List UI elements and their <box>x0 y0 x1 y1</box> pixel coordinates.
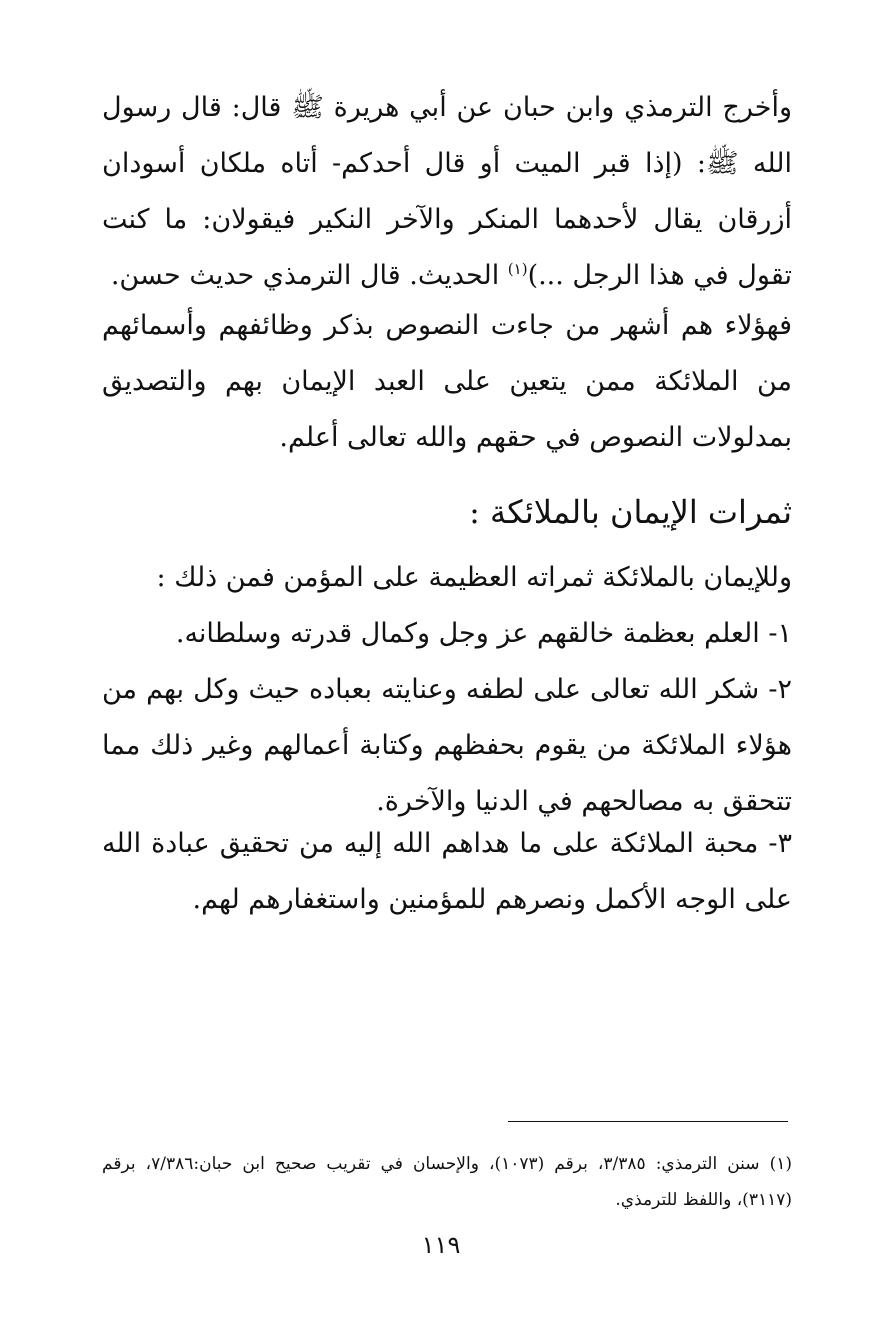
footnote-separator <box>508 1121 788 1122</box>
page-number: ١١٩ <box>421 1231 461 1259</box>
section-heading: ثمرات الإيمان بالملائكة : <box>469 493 792 531</box>
paragraph-hadith-tail: الحديث. قال الترمذي حديث حسن. <box>110 260 508 291</box>
list-item-2: ٢- شكر الله تعالى على لطفه وعنايته بعباده حيث وكل بهم من هؤلاء الملائكة من يقوم بحفظهم وكتابة أعمالهم وغير ذلك مما تتحقق به مصالحهم في الدنيا والآخرة. <box>102 674 792 817</box>
footnote-marker[interactable]: (١) <box>507 260 528 278</box>
section-intro: وللإيمان بالملائكة ثمراته العظيمة على المؤمن فمن ذلك : <box>156 562 792 593</box>
paragraph-summary: فهؤلاء هم أشهر من جاءت النصوص بذكر وظائفهم وأسمائهم من الملائكة ممن يتعين على العبد الإيمان بهم والتصديق بمدلولات النصوص في حقهم والله تعالى أعلم. <box>102 310 792 453</box>
list-item-3: ٣- محبة الملائكة على ما هداهم الله إليه من تحقيق عبادة الله على الوجه الأكمل ونصرهم للمؤمنين واستغفارهم لهم. <box>102 828 792 915</box>
list-item-1: ١- العلم بعظمة خالقهم عز وجل وكمال قدرته وسلطانه. <box>175 618 792 649</box>
paragraph-hadith <box>102 80 792 304</box>
footnote-1: (١) سنن الترمذي: ٣/٣٨٥، برقم (١٠٧٣)، والإحسان في تقريب صحيح ابن حبان:٧/٣٨٦، برقم (٣١١٧)، واللفظ للترمذي. <box>102 1154 792 1210</box>
paragraph-hadith-text: وأخرج الترمذي وابن حبان عن أبي هريرة ﷺ قال: قال رسول الله ﷺ: (إذا قبر الميت أو قال أحدكم- أتاه ملكان أسودان أزرقان يقال لأحدهما المنكر والآخر النكير فيقولان: ما كنت تقول في هذا الرجل ...) <box>102 92 792 291</box>
